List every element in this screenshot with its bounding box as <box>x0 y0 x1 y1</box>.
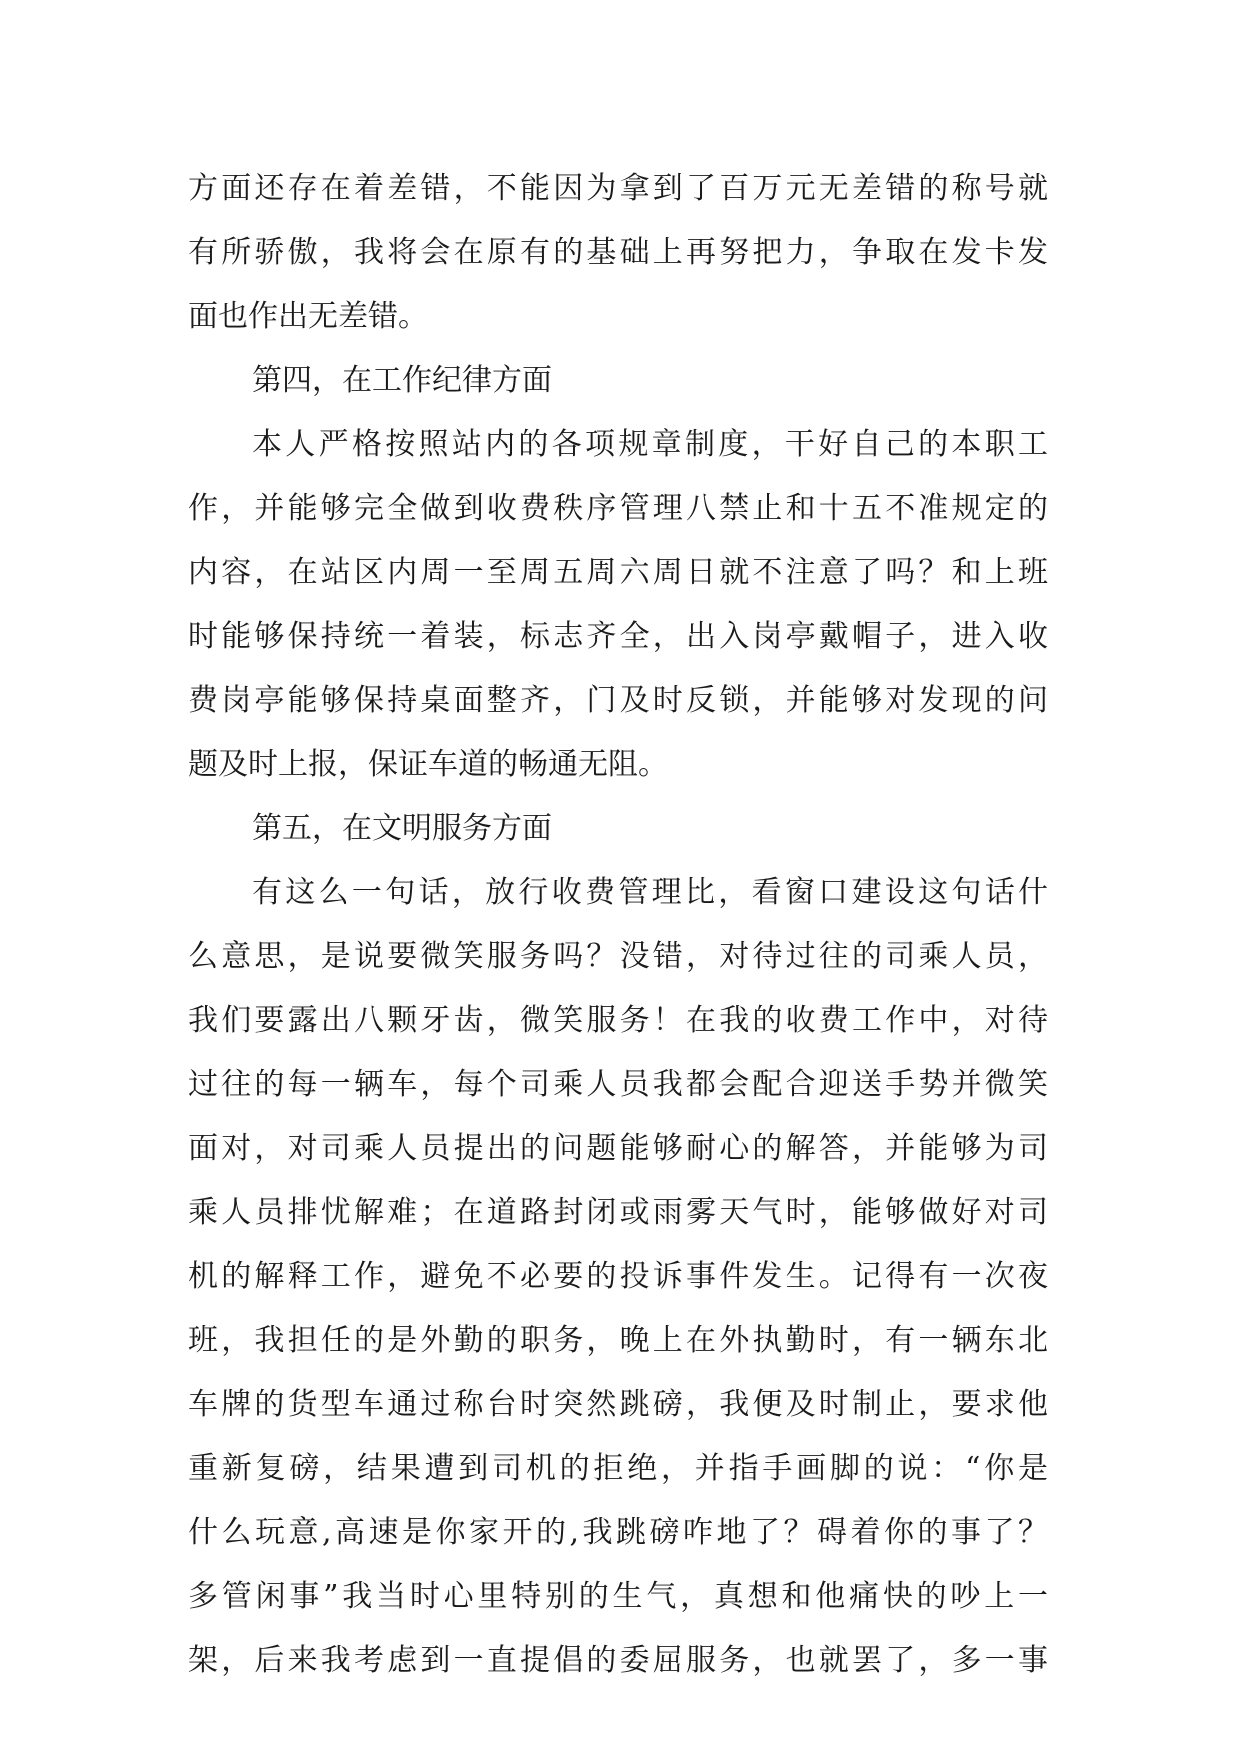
paragraph-line: 费岗亭能够保持桌面整齐，门及时反锁，并能够对发现的问 <box>188 683 1048 718</box>
paragraph-line: 有所骄傲，我将会在原有的基础上再努把力，争取在发卡发 <box>188 235 1048 270</box>
paragraph-line: 作，并能够完全做到收费秩序管理八禁止和十五不准规定的 <box>188 491 1048 526</box>
paragraph-line: 面也作出无差错。 <box>188 299 428 334</box>
section-heading: 第五，在文明服务方面 <box>252 811 552 846</box>
paragraph-line: 内容，在站区内周一至周五周六周日就不注意了吗？和上班 <box>188 555 1048 590</box>
paragraph-line: 本人严格按照站内的各项规章制度，干好自己的本职工 <box>252 427 1048 462</box>
paragraph-line: 班，我担任的是外勤的职务，晚上在外执勤时，有一辆东北 <box>188 1323 1048 1358</box>
paragraph-line: 方面还存在着差错，不能因为拿到了百万元无差错的称号就 <box>188 171 1048 206</box>
paragraph-line: 多管闲事”我当时心里特别的生气，真想和他痛快的吵上一 <box>188 1579 1048 1614</box>
paragraph-line: 乘人员排忧解难；在道路封闭或雨雾天气时，能够做好对司 <box>188 1195 1048 1230</box>
paragraph-line: 有这么一句话，放行收费管理比，看窗口建设这句话什 <box>252 875 1048 910</box>
paragraph-line: 重新复磅，结果遭到司机的拒绝，并指手画脚的说：“你是 <box>188 1451 1048 1486</box>
section-heading: 第四，在工作纪律方面 <box>252 363 552 398</box>
paragraph-line: 机的解释工作，避免不必要的投诉事件发生。记得有一次夜 <box>188 1259 1048 1294</box>
paragraph-line: 我们要露出八颗牙齿，微笑服务！在我的收费工作中，对待 <box>188 1003 1048 1038</box>
document-body <box>188 157 1048 1693</box>
paragraph-line: 面对，对司乘人员提出的问题能够耐心的解答，并能够为司 <box>188 1131 1048 1166</box>
paragraph-line: 过往的每一辆车，每个司乘人员我都会配合迎送手势并微笑 <box>188 1067 1048 1102</box>
paragraph-line: 么意思，是说要微笑服务吗？没错，对待过往的司乘人员， <box>188 939 1048 974</box>
paragraph-line: 什么玩意,高速是你家开的,我跳磅咋地了？碍着你的事了？ <box>188 1515 1048 1550</box>
paragraph-line: 架，后来我考虑到一直提倡的委屈服务，也就罢了，多一事 <box>188 1643 1048 1678</box>
paragraph-line: 时能够保持统一着装，标志齐全，出入岗亭戴帽子，进入收 <box>188 619 1048 654</box>
paragraph-line: 题及时上报，保证车道的畅通无阻。 <box>188 747 668 782</box>
paragraph-line: 车牌的货型车通过称台时突然跳磅，我便及时制止，要求他 <box>188 1387 1048 1422</box>
